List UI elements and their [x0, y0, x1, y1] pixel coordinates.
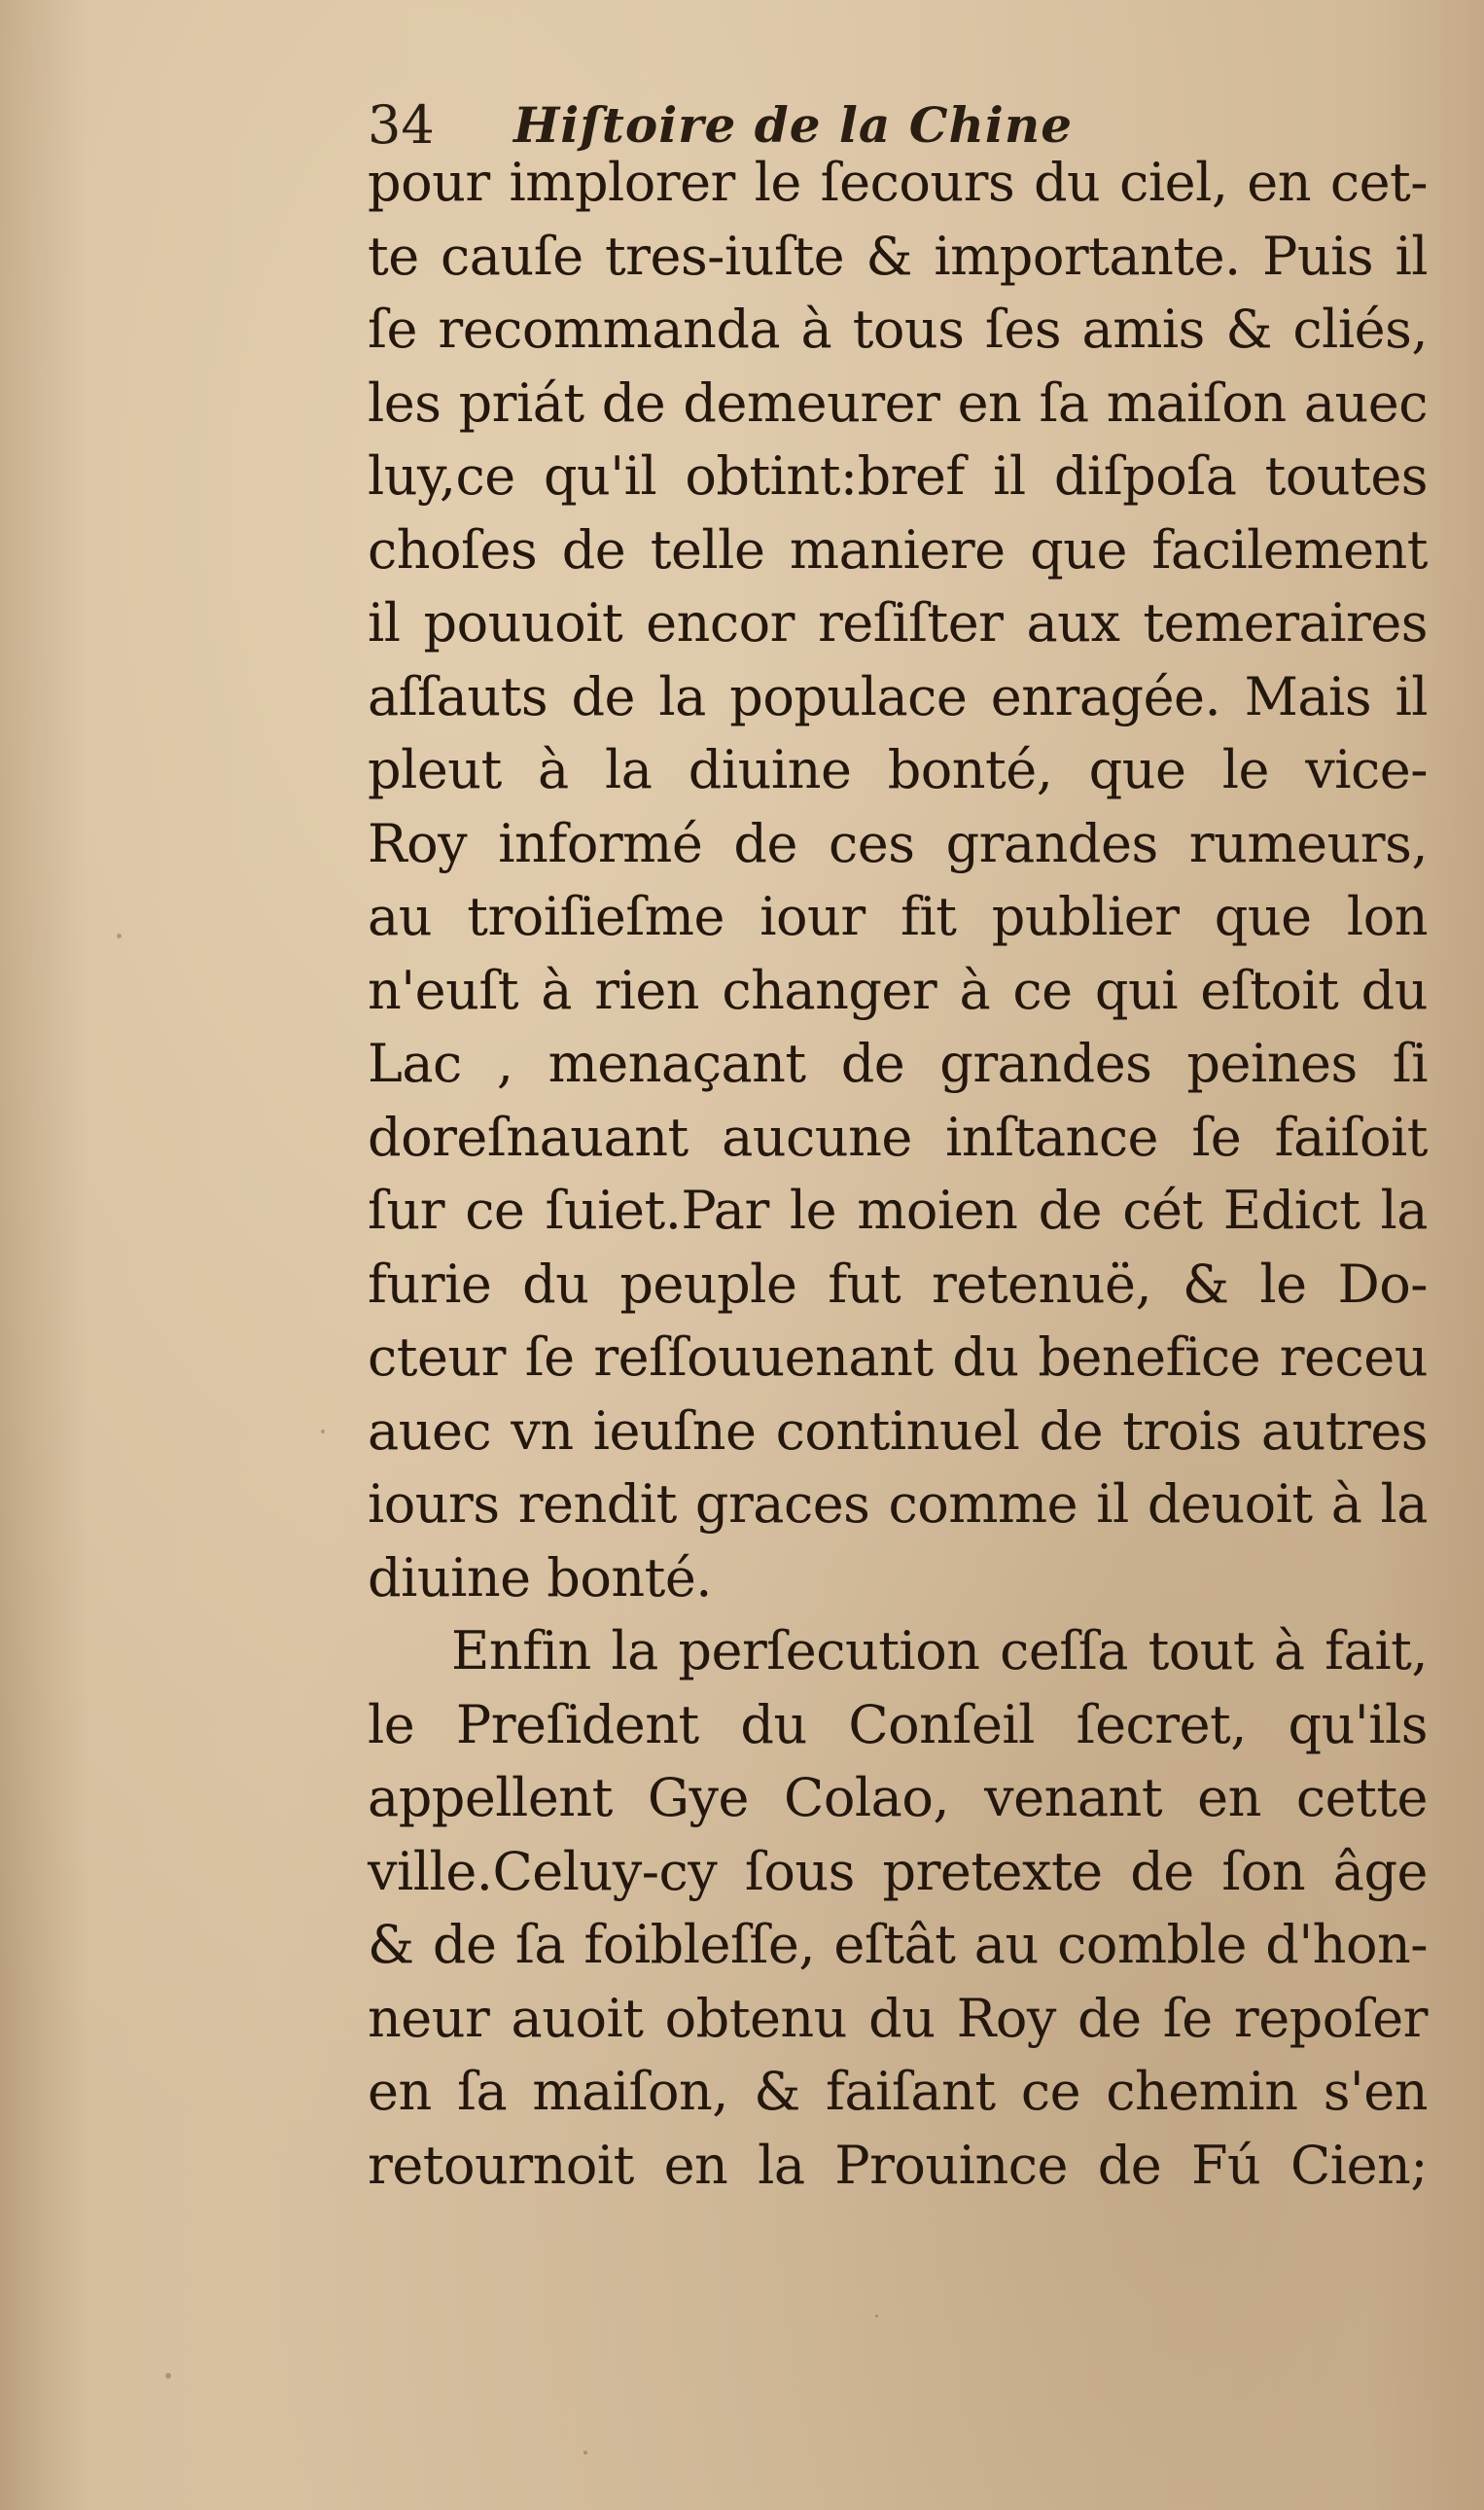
text-line: ſur ce ſuiet.Par le moien de cét Edict la	[368, 1180, 1428, 1241]
running-title: Hiſtoire de la Chine	[513, 96, 1074, 154]
text-line: luy,ce qu'il obtint:bref il diſpoſa toutes	[368, 445, 1428, 507]
text-line: ſe recommanda à tous ſes amis & cliés,	[368, 299, 1428, 360]
text-line: cteur ſe reſſouuenant du benefice receu	[368, 1326, 1428, 1388]
text-line: le Preſident du Conſeil ſecret, qu'ils	[368, 1693, 1428, 1755]
text-line: pleut à la diuine bonté, que le vice-	[368, 739, 1428, 800]
text-line: en ſa maiſon, & faiſant ce chemin s'en	[368, 2061, 1428, 2122]
text-line: appellent Gye Colao, venant en cette	[368, 1767, 1428, 1828]
text-line: choſes de telle maniere que facilement	[368, 518, 1428, 581]
text-line: il pouuoit encor reſiſter aux temeraires	[368, 592, 1428, 654]
text-line: retournoit en la Prouince de Fú Cien;	[368, 2134, 1428, 2196]
paragraph-start-line: Enfin la perſecution ceſſa tout à fait,	[451, 1620, 1428, 1681]
text-line: auec vn ieuſne continuel de trois autres	[368, 1399, 1428, 1462]
page-number: 34	[368, 94, 435, 156]
text-line: au troiſieſme iour fit publier que lon	[368, 886, 1428, 947]
body-text	[368, 146, 1428, 2202]
text-line: les priát de demeurer en ſa maiſon auec	[368, 371, 1428, 434]
text-line: iours rendit graces comme il deuoit à la	[368, 1473, 1428, 1535]
text-line: & de ſa foibleſſe, eſtât au comble d'hon-	[368, 1914, 1428, 1975]
text-line: n'euſt à rien changer à ce qui eſtoit du	[368, 959, 1428, 1021]
text-line: ville.Celuy-cy ſous pretexte de ſon âge	[368, 1840, 1428, 1902]
paragraph-end-line: diuine bonté.	[368, 1546, 712, 1609]
text-line: aſſauts de la populace enragée. Mais il	[368, 665, 1428, 727]
text-line: te cauſe tres-iuſte & importante. Puis il	[368, 225, 1428, 287]
text-line: Roy informé de ces grandes rumeurs,	[368, 812, 1428, 874]
text-line: pour implorer le ſecours du ciel, en cet-	[368, 152, 1428, 213]
text-line: neur auoit obtenu du Roy de ſe repoſer	[368, 1987, 1428, 2049]
text-line: doreſnauant aucune inſtance ſe faiſoit	[368, 1106, 1428, 1168]
text-line: furie du peuple fut retenuë, & le Do-	[368, 1253, 1428, 1315]
text-line: Lac , menaçant de grandes peines ſi	[368, 1033, 1428, 1094]
